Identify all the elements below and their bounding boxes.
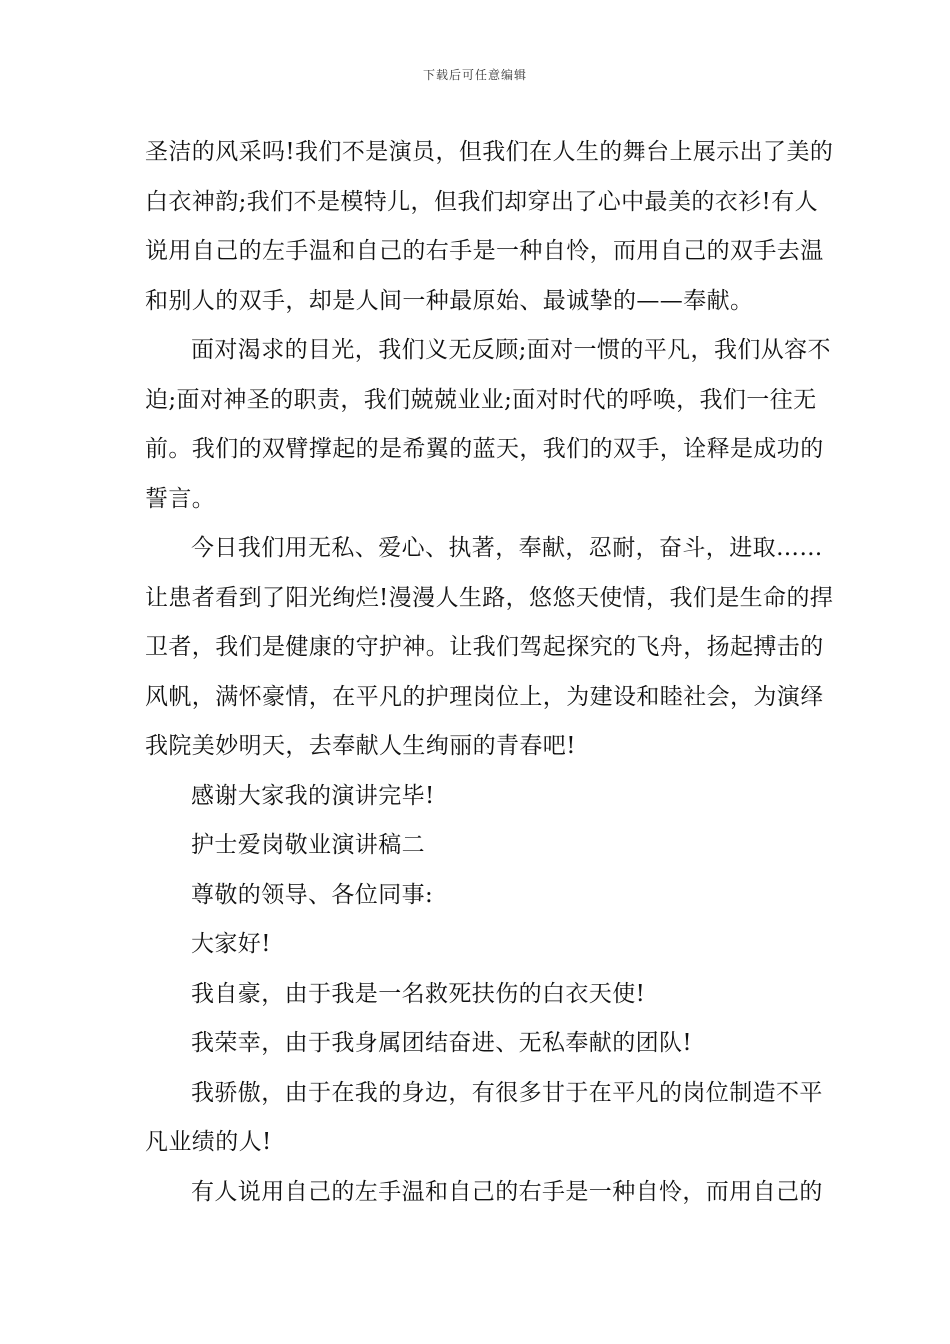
text-line: 凡业绩的人! [145, 1129, 272, 1155]
text-line: 我荣幸，由于我身属团结奋进、无私奉献的团队! [191, 1030, 693, 1056]
text-line: 护士爱岗敬业演讲稿二 [191, 832, 425, 858]
text-line: 和别人的双手，却是人间一种最原始、最诚挚的——奉献。 [145, 287, 754, 314]
text-line: 风帆，满怀豪情，在平凡的护理岗位上，为建设和睦社会，为演绎 [145, 683, 824, 710]
section-title [145, 821, 810, 871]
text-line: 白衣神韵;我们不是模特儿，但我们却穿出了心中最美的衣衫!有人 [145, 188, 818, 215]
paragraph [145, 326, 831, 524]
paragraph [145, 524, 834, 772]
paragraph [145, 1019, 810, 1069]
text-line: 尊敬的领导、各位同事: [191, 881, 434, 908]
text-line: 有人说用自己的左手温和自己的右手是一种自怜，而用自己的 [191, 1178, 823, 1205]
page-header: 下载后可任意编辑 [422, 68, 527, 82]
text-line: 前。我们的双臂撑起的是希翼的蓝天，我们的双手，诠释是成功的 [145, 436, 824, 462]
text-line: 今日我们用无私、爱心、执著，奉献，忍耐，奋斗，进取…… [191, 535, 823, 561]
text-line: 迫;面对神圣的职责，我们兢兢业业;面对时代的呼唤，我们一往无 [145, 386, 817, 413]
paragraph [145, 1069, 823, 1168]
text-line: 圣洁的风采吗!我们不是演员，但我们在人生的舞台上展示出了美的 [145, 139, 834, 165]
text-line: 誓言。 [145, 485, 216, 512]
salutation [145, 871, 810, 921]
text-line: 让患者看到了阳光绚烂!漫漫人生路，悠悠天使情，我们是生命的捍 [145, 584, 834, 611]
text-line: 面对渴求的目光，我们义无反顾;面对一惯的平凡，我们从容不 [191, 337, 831, 363]
text-line: 我院美妙明天，去奉献人生绚丽的青春吧! [145, 733, 576, 759]
text-line: 说用自己的左手温和自己的右手是一种自怜，而用自己的双手去温 [145, 238, 824, 264]
paragraph [145, 1168, 823, 1218]
text-line: 卫者，我们是健康的守护神。让我们驾起探究的飞舟，扬起搏击的 [145, 634, 824, 660]
paragraph [145, 128, 834, 326]
text-line: 大家好! [191, 931, 271, 957]
text-line: 感谢大家我的演讲完毕! [191, 782, 435, 809]
greeting [145, 920, 810, 970]
document-body [145, 128, 834, 1217]
paragraph [145, 772, 810, 822]
text-line: 我骄傲，由于在我的身边，有很多甘于在平凡的岗位制造不平 [191, 1079, 823, 1106]
text-line: 我自豪，由于我是一名救死扶伤的白衣天使! [191, 980, 646, 1007]
paragraph [145, 970, 810, 1020]
